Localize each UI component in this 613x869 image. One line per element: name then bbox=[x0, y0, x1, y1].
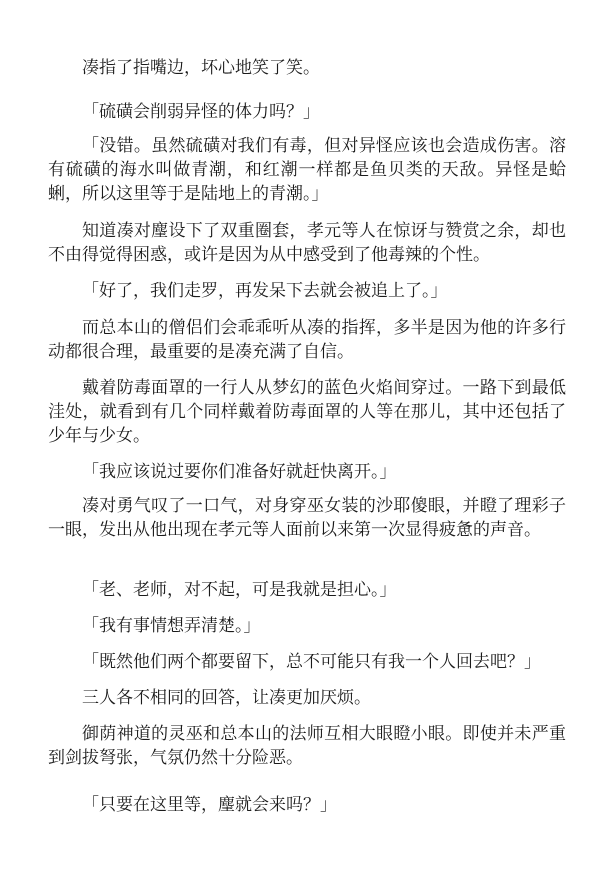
paragraph: 「老、老师，对不起，可是我就是担心。」 bbox=[82, 580, 397, 600]
paragraph: 「好了，我们走罗，再发呆下去就会被追上了。」 bbox=[82, 281, 448, 301]
paragraph: 戴着防毒面罩的一行人从梦幻的蓝色火焰间穿过。一路下到最低洼处，就看到有几个同样戴着防毒面罩的人等在那儿，其中还包括了少年与少女。 bbox=[48, 378, 566, 446]
paragraph: 知道凑对麈设下了双重圈套，孝元等人在惊讶与赞赏之余，却也不由得觉得困惑，或许是因为从中感受到了他毒辣的个性。 bbox=[48, 221, 566, 265]
paragraph: 「没错。虽然硫磺对我们有毒，但对异怪应该也会造成伤害。溶有硫磺的海水叫做青潮，和红潮一样都是鱼贝类的天敌。异怪是蛤蜊，所以这里等于是陆地上的青潮。」 bbox=[48, 136, 566, 204]
paragraph: 「我有事情想弄清楚。」 bbox=[82, 616, 261, 636]
paragraph: 三人各不相同的回答，让凑更加厌烦。 bbox=[82, 688, 371, 708]
paragraph: 「只要在这里等，麈就会来吗？」 bbox=[82, 795, 337, 815]
paragraph: 御荫神道的灵巫和总本山的法师互相大眼瞪小眼。即使并未严重到剑拔弩张，气氛仍然十分险恶。 bbox=[48, 724, 566, 768]
paragraph: 而总本山的僧侣们会乖乖听从凑的指挥，多半是因为他的许多行动都很合理，最重要的是凑充满了自信。 bbox=[48, 318, 566, 362]
paragraph: 凑对勇气叹了一口气，对身穿巫女装的沙耶傻眼，并瞪了理彩子一眼，发出从他出现在孝元等人面前以来第一次显得疲惫的声音。 bbox=[48, 496, 566, 540]
paragraph: 「既然他们两个都要留下，总不可能只有我一个人回去吧？」 bbox=[82, 652, 541, 672]
paragraph: 「硫磺会削弱异怪的体力吗？」 bbox=[82, 102, 320, 122]
paragraph: 「我应该说过要你们准备好就赶快离开。」 bbox=[82, 462, 397, 482]
paragraph: 凑指了指嘴边，坏心地笑了笑。 bbox=[82, 58, 320, 78]
